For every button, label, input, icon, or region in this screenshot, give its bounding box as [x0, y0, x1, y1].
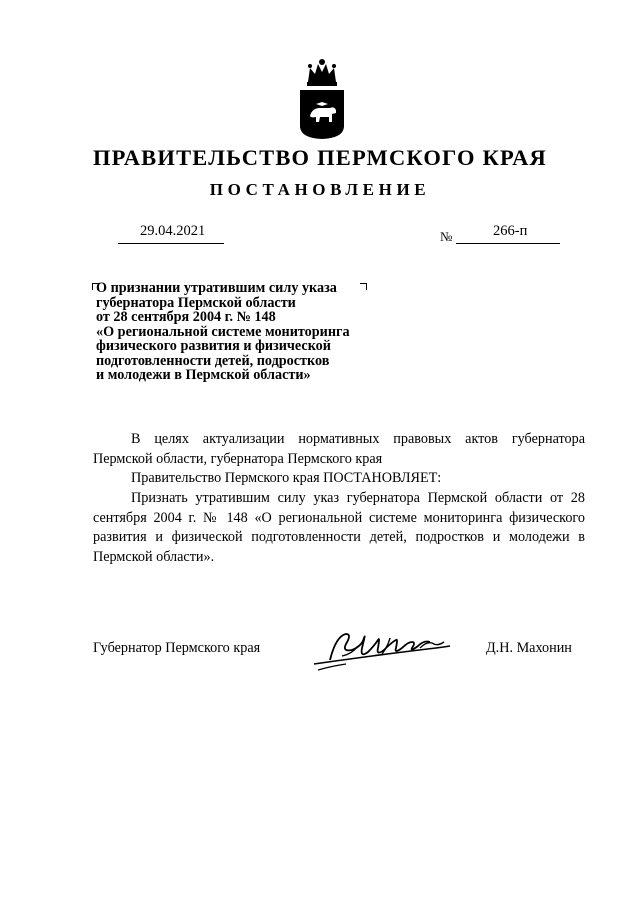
- subject-line: и молодежи в Пермской области»: [96, 367, 311, 383]
- body-paragraph: [93, 430, 585, 469]
- number-underline: [456, 243, 560, 244]
- paragraph-text: В целях актуализации нормативных правовых актов губернатора Пермской области, губернатора Пермского края: [93, 431, 585, 467]
- subject-line: губернатора Пермской области: [96, 294, 296, 311]
- signatory-name: Д.Н. Махонин: [486, 640, 572, 656]
- signatory-position: Губернатор Пермского края: [93, 640, 261, 656]
- coat-of-arms-icon: [296, 58, 348, 140]
- document-number: 266-п: [493, 223, 528, 239]
- body-paragraph: [93, 469, 585, 489]
- subject-line: от 28 сентября 2004 г. № 148: [96, 309, 276, 325]
- subject-line: О признании утратившим силу указа: [96, 280, 337, 296]
- date-underline: [118, 243, 224, 244]
- handwritten-signature-icon: [312, 626, 452, 672]
- paragraph-text: Признать утратившим силу указ губернатора Пермской области от 28 сентября 2004 г. № 148 «О региональной системе мониторинга физического развития и физической подготовленности детей, подростков и молодежи в Пермской области».: [93, 490, 585, 565]
- document-type: ПОСТАНОВЛЕНИЕ: [209, 180, 431, 199]
- document-subject: [96, 281, 396, 383]
- number-sign: №: [440, 229, 453, 244]
- government-title: ПРАВИТЕЛЬСТВО ПЕРМСКОГО КРАЯ: [92, 145, 548, 170]
- subject-line: «О региональной системе мониторинга: [96, 323, 350, 340]
- paragraph-text: Правительство Пермского края ПОСТАНОВЛЯЕТ:: [131, 470, 442, 486]
- body-paragraph: [93, 489, 585, 567]
- document-date: 29.04.2021: [140, 223, 206, 239]
- subject-line: подготовленности детей, подростков: [96, 352, 330, 369]
- subject-line: физического развития и физической: [96, 338, 331, 354]
